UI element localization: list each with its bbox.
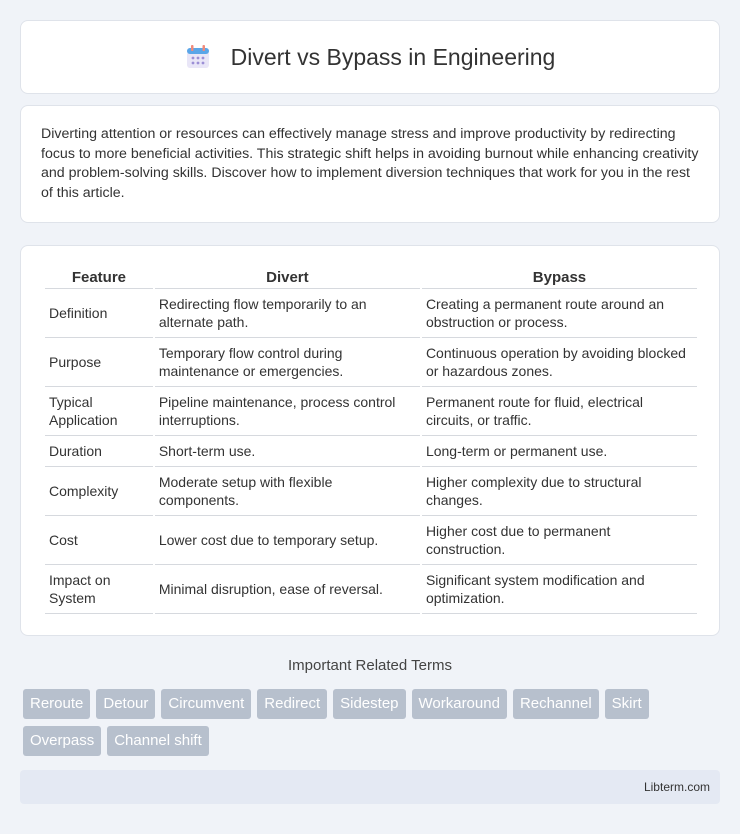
table-row — [45, 436, 697, 467]
divert-cell: Temporary flow control during maintenance or emergencies. — [155, 338, 420, 387]
header-bypass: Bypass — [422, 266, 697, 289]
divert-cell: Redirecting flow temporarily to an alternate path. — [155, 289, 420, 338]
table-row — [45, 289, 697, 338]
feature-cell: Definition — [45, 289, 153, 338]
feature-cell: Cost — [45, 516, 153, 565]
bypass-cell: Higher complexity due to structural changes. — [422, 467, 697, 516]
feature-cell: Typical Application — [45, 387, 153, 436]
bypass-cell: Creating a permanent route around an obstruction or process. — [422, 289, 697, 338]
tag-reroute[interactable]: Reroute — [23, 689, 90, 719]
table-row — [45, 387, 697, 436]
table-row — [45, 467, 697, 516]
divert-cell: Lower cost due to temporary setup. — [155, 516, 420, 565]
divert-cell: Pipeline maintenance, process control interruptions. — [155, 387, 420, 436]
intro-text: Diverting attention or resources can effectively manage stress and improve productivity by redirecting focus to more beneficial activities. This strategic shift helps in avoiding burnout while enhancing creativity and problem-solving skills. Discover how to implement diversion techniques that work for you in the rest of this article. — [41, 126, 699, 201]
divert-cell: Moderate setup with flexible components. — [155, 467, 420, 516]
calendar-icon — [185, 44, 211, 70]
feature-cell: Impact on System — [45, 565, 153, 614]
title-card — [20, 20, 720, 94]
comparison-table — [43, 266, 699, 614]
footer — [20, 770, 720, 804]
page-title: Divert vs Bypass in Engineering — [230, 43, 556, 70]
related-terms-list — [20, 689, 720, 763]
feature-cell: Complexity — [45, 467, 153, 516]
tag-sidestep[interactable]: Sidestep — [333, 689, 405, 719]
tag-detour[interactable]: Detour — [96, 689, 155, 719]
bypass-cell: Higher cost due to permanent construction. — [422, 516, 697, 565]
tag-overpass[interactable]: Overpass — [23, 726, 101, 756]
bypass-cell: Continuous operation by avoiding blocked or hazardous zones. — [422, 338, 697, 387]
bypass-cell: Long-term or permanent use. — [422, 436, 697, 467]
divert-cell: Short-term use. — [155, 436, 420, 467]
tag-skirt[interactable]: Skirt — [605, 689, 649, 719]
table-row — [45, 565, 697, 614]
bypass-cell: Significant system modification and optimization. — [422, 565, 697, 614]
table-row — [45, 516, 697, 565]
tag-redirect[interactable]: Redirect — [257, 689, 327, 719]
tag-workaround[interactable]: Workaround — [412, 689, 507, 719]
divert-cell: Minimal disruption, ease of reversal. — [155, 565, 420, 614]
intro-card — [20, 105, 720, 223]
feature-cell: Duration — [45, 436, 153, 467]
header-feature: Feature — [45, 266, 153, 289]
bypass-cell: Permanent route for fluid, electrical circuits, or traffic. — [422, 387, 697, 436]
tag-rechannel[interactable]: Rechannel — [513, 689, 599, 719]
feature-cell: Purpose — [45, 338, 153, 387]
table-row — [45, 338, 697, 387]
tag-circumvent[interactable]: Circumvent — [161, 689, 251, 719]
comparison-card — [20, 245, 720, 636]
tag-channel-shift[interactable]: Channel shift — [107, 726, 209, 756]
header-divert: Divert — [155, 266, 420, 289]
footer-link[interactable]: Libterm.com — [643, 780, 710, 794]
related-terms-title: Important Related Terms — [288, 657, 452, 674]
